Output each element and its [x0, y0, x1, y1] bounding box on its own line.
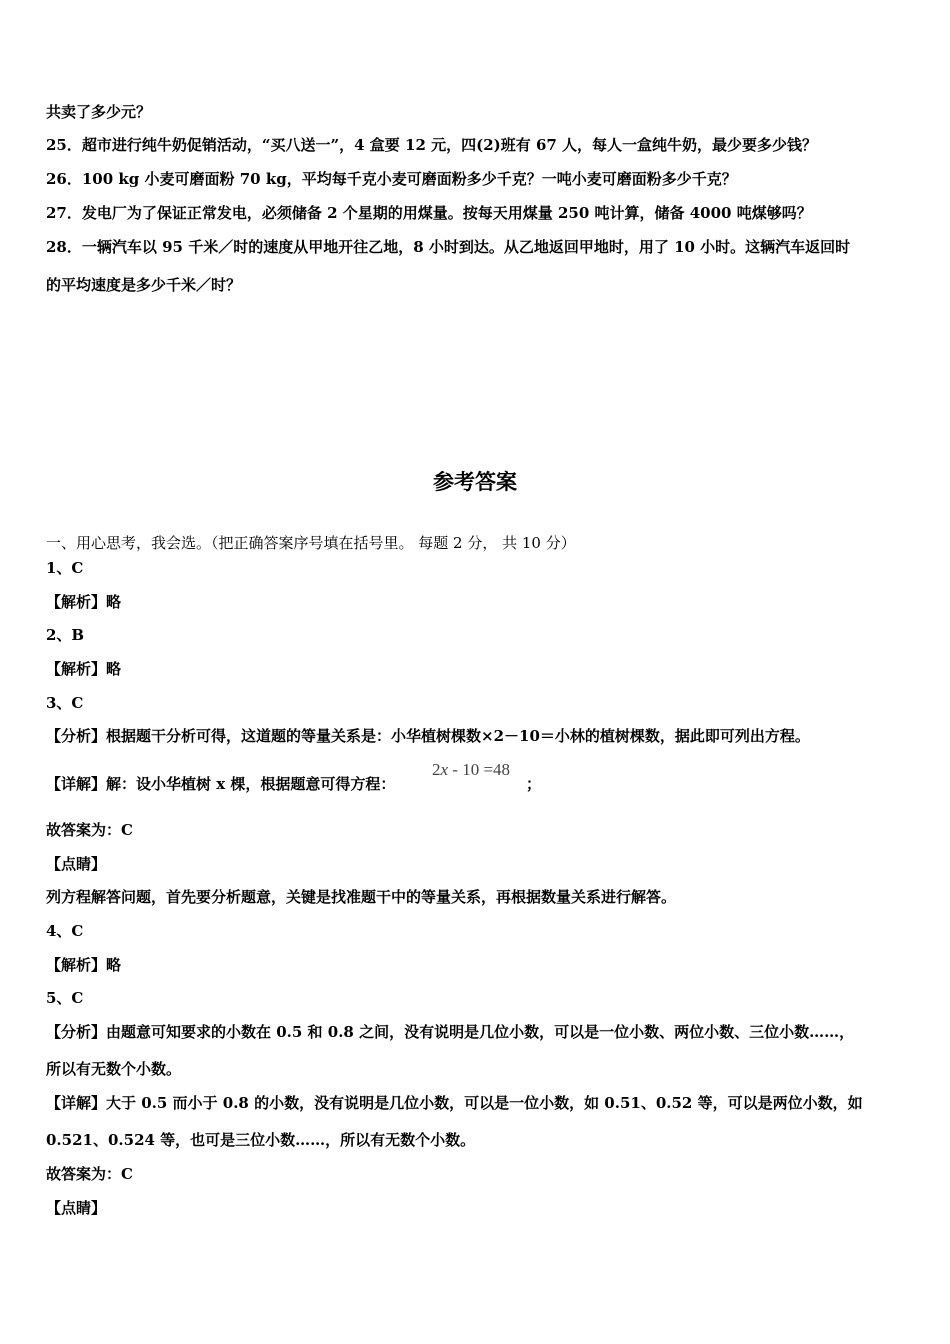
answer-3-xiangjie: 【详解】解：设小华植树 x 棵，根据题意可得方程： [46, 775, 396, 793]
question-24-tail: 共卖了多少元？ [46, 103, 152, 121]
question-26: 26．100 kg 小麦可磨面粉 70 kg，平均每千克小麦可磨面粉多少千克？一吨小麦可磨面粉多少千克？ [46, 170, 737, 188]
answer-5: 5、C [46, 989, 84, 1007]
section-1-heading: 一、用心思考，我会选。（把正确答案序号填在括号里。 每题 2 分， 共 10 分） [46, 534, 576, 552]
answer-4: 4、C [46, 922, 84, 940]
equation-semicolon: ； [526, 775, 542, 793]
answer-3-fenxi: 【分析】根据题干分析可得，这道题的等量关系是：小华植树棵数×2－10＝小林的植树棵数，据此即可列出方程。 [46, 727, 810, 745]
answer-3: 3、C [46, 694, 84, 712]
answer-2: 2、B [46, 626, 85, 644]
answer-5-fenxi-line1: 【分析】由题意可知要求的小数在 0.5 和 0.8 之间，没有说明是几位小数，可以是一位小数、两位小数、三位小数……， [46, 1023, 855, 1041]
answer-5-result: 故答案为：C [46, 1165, 133, 1183]
equation-formula: 2x - 10 =48 [432, 760, 511, 779]
answers-title: 参考答案 [433, 469, 517, 494]
answer-3-dianjing: 【点睛】 [46, 855, 107, 873]
question-27: 27．发电厂为了保证正常发电，必须储备 2 个星期的用煤量。按每天用煤量 250 吨计算，储备 4000 吨煤够吗？ [46, 204, 812, 222]
answer-5-xiangjie-line1: 【详解】大于 0.5 而小于 0.8 的小数，没有说明是几位小数，可以是一位小数，如 0.51、0.52 等，可以是两位小数，如 [46, 1094, 863, 1112]
answer-3-result: 故答案为：C [46, 821, 133, 839]
question-28-line2: 的平均速度是多少千米／时？ [46, 276, 242, 294]
answer-1: 1、C [46, 559, 84, 577]
answer-5-fenxi-line2: 所以有无数个小数。 [46, 1060, 182, 1078]
answer-5-xiangjie-line2: 0.521、0.524 等，也可是三位小数……，所以有无数个小数。 [46, 1131, 476, 1149]
question-28-line1: 28．一辆汽车以 95 千米／时的速度从甲地开往乙地，8 小时到达。从乙地返回甲地时，用了 10 小时。这辆汽车返回时 [46, 238, 851, 256]
answer-4-analysis: 【解析】略 [46, 956, 122, 974]
answer-2-analysis: 【解析】略 [46, 660, 122, 678]
question-25: 25．超市进行纯牛奶促销活动，“买八送一”，4 盒要 12 元，四(2)班有 67 人，每人一盒纯牛奶，最少要多少钱？ [46, 136, 818, 154]
answer-5-dianjing: 【点睛】 [46, 1199, 107, 1217]
answer-1-analysis: 【解析】略 [46, 593, 122, 611]
answer-3-dianjing-text: 列方程解答问题，首先要分析题意，关键是找准题干中的等量关系，再根据数量关系进行解答。 [46, 888, 677, 906]
